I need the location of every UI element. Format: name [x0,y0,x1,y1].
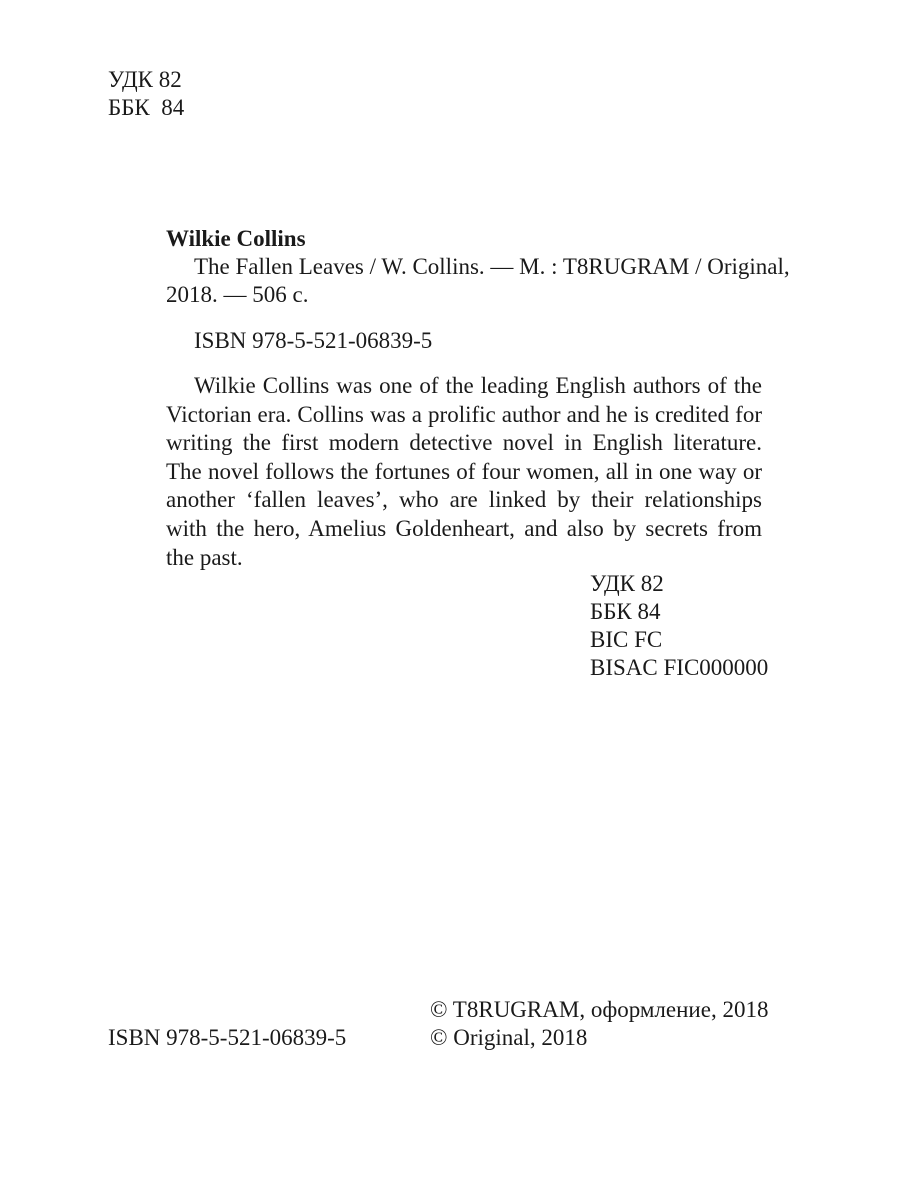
copyright-design-notice: © T8RUGRAM, оформление, 2018 [430,997,769,1022]
header-classification-codes [108,66,184,122]
udk-code: УДК 82 [590,571,664,596]
footer-isbn [108,1024,346,1052]
catalog-card [166,225,790,572]
copyright-notices [430,996,768,1052]
bbk-code: ББК 84 [590,599,661,624]
card-isbn: ISBN 978-5-521-06839-5 [194,328,433,353]
bibliographic-description-continued: 2018. — 506 c. [166,282,309,307]
annotation-paragraph: Wilkie Collins was one of the leading English authors of the Victorian era. Collins was a prolific author and he is credited for writing the first modern detective novel in English literature. The novel follows the fortunes of four women, all in one way or another ‘fallen leaves’, who are linked by their relationships with the hero, Amelius Goldenheart, and also by secrets from the past. [166,373,762,570]
bic-code: BIC FC [590,627,663,652]
copyright-publisher-notice: © Original, 2018 [430,1025,588,1050]
udk-code: УДК 82 [108,67,182,92]
bisac-code: BISAC FIC000000 [590,655,769,680]
isbn-number: ISBN 978-5-521-06839-5 [108,1025,347,1050]
classification-codes [590,570,768,682]
bibliographic-description: The Fallen Leaves / W. Collins. — M. : T8RUGRAM / Original, [194,254,790,279]
author-name: Wilkie Collins [166,226,306,251]
bbk-code: ББК 84 [108,95,185,120]
